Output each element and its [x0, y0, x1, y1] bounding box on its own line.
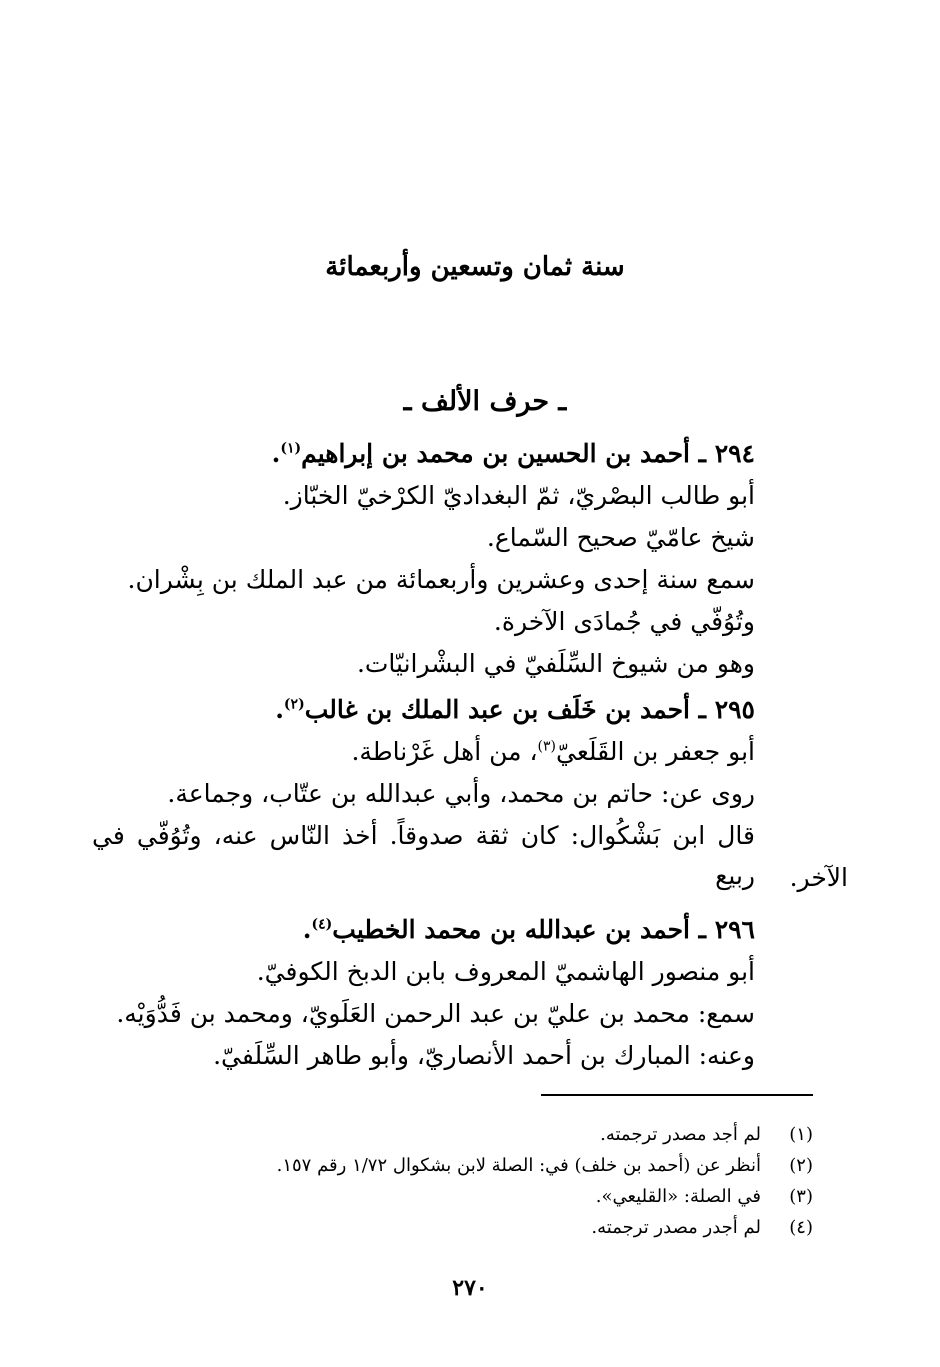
entry-line: روى عن: حاتم بن محمد، وأبي عبدالله بن عتّاب، وجماعة. — [167, 779, 755, 808]
footnote-ref-1: (١) — [280, 440, 302, 457]
entry-title-text: ٢٩٤ ـ أحمد بن الحسين بن محمد بن إبراهيم — [301, 439, 755, 468]
entry-295-title — [275, 690, 755, 730]
footnote — [277, 1151, 813, 1181]
entry-line-end: ، من أهل غَرْناطة. — [351, 737, 538, 766]
footnote — [591, 1213, 813, 1243]
footnote-text: لم أجد مصدر ترجمته. — [600, 1124, 761, 1145]
footnote-text: في الصلة: «القليعي». — [595, 1186, 761, 1207]
footnote-text: لم أجدر مصدر ترجمته. — [591, 1217, 761, 1238]
year-heading: سنة ثمان وتسعين وأربعمائة — [325, 252, 625, 282]
footnote-ref-4: (٤) — [311, 916, 333, 933]
entry-line-start: أبو جعفر بن القَلَعيّ — [556, 737, 755, 766]
entry-line: سمع سنة إحدى وعشرين وأربعمائة من عبد الملك بن بِشْران. — [127, 565, 755, 594]
entry-title-end: . — [302, 915, 312, 944]
footnote — [600, 1120, 813, 1150]
entry-line-justified: قال ابن بَشْكُوال: كان ثقة صدوقاً. أخذ النّاس عنه، وتُوُفّي في ربيع — [92, 821, 755, 890]
entry-line — [351, 732, 755, 772]
footnote-ref-2: (٢) — [283, 696, 305, 713]
entry-296-title — [303, 910, 755, 950]
entry-line: وهو من شيوخ السِّلَفيّ في البشْرانيّات. — [356, 649, 755, 678]
entry-line: وعنه: المبارك بن أحمد الأنصاريّ، وأبو طاهر السِّلَفيّ. — [213, 1041, 755, 1070]
footnote-number: (٢) — [789, 1155, 813, 1176]
footnote-number: (٣) — [789, 1186, 813, 1207]
footnote-text: أنظر عن (أحمد بن خلف) في: الصلة لابن بشكوال ١/٧٢ رقم ١٥٧. — [276, 1155, 761, 1176]
entry-line-continued: الآخر. — [789, 863, 848, 892]
entry-line: وتُوُفّي في جُمادَى الآخرة. — [493, 607, 755, 636]
entry-title-end: . — [275, 695, 284, 724]
entry-line: شيخ عامّيّ صحيح السّماع. — [486, 523, 755, 552]
entry-294-title — [272, 434, 755, 474]
entry-line: أبو طالب البصْريّ، ثمّ البغداديّ الكرْخيّ الخبّاز. — [282, 481, 755, 510]
entry-title-end: . — [271, 439, 281, 468]
footnote — [596, 1182, 813, 1212]
entry-title-text: ٢٩٦ ـ أحمد بن عبدالله بن محمد الخطيب — [332, 915, 755, 944]
section-heading: ـ حرف الألف ـ — [403, 386, 567, 417]
footnote-number: (٤) — [789, 1217, 813, 1238]
page-number: ٢٧٠ — [452, 1275, 488, 1301]
footnote-divider — [541, 1094, 813, 1096]
entry-line: سمع: محمد بن عليّ بن عبد الرحمن العَلَويّ، ومحمد بن فَدُّوَيْه. — [116, 999, 755, 1028]
entry-title-text: ٢٩٥ ـ أحمد بن خَلَف بن عبد الملك بن غالب — [304, 695, 755, 724]
footnote-number: (١) — [789, 1124, 813, 1145]
footnote-ref-3: (٣) — [537, 738, 556, 755]
entry-line: أبو منصور الهاشميّ المعروف بابن الدبخ الكوفيّ. — [256, 957, 755, 986]
